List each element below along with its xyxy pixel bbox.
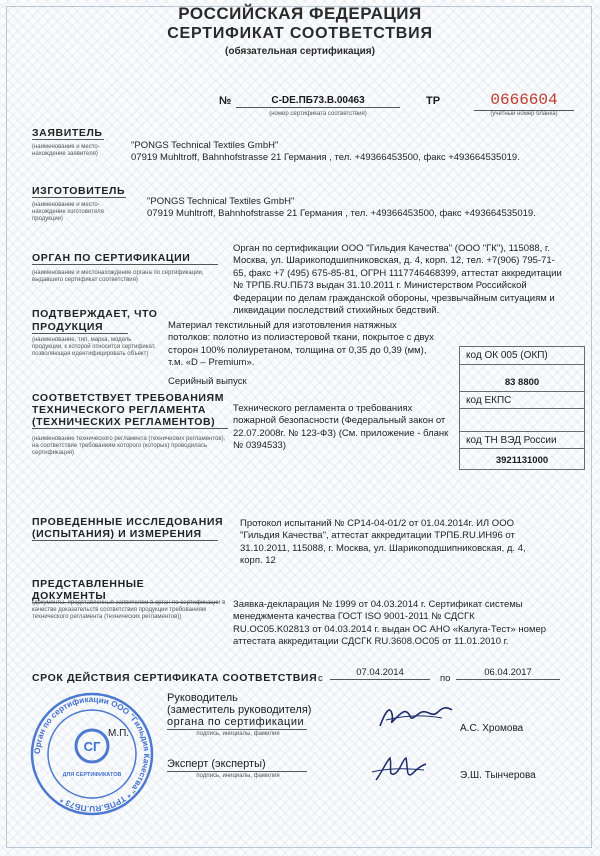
head-title-line1: Руководитель [167, 692, 238, 704]
conformity-label-line3: (ТЕХНИЧЕСКИХ РЕГЛАМЕНТОВ) [32, 416, 228, 429]
validity-from-date: 07.04.2014 [330, 667, 430, 680]
expert-title-underline [167, 771, 307, 772]
country-title: РОССИЙСКАЯ ФЕДЕРАЦИЯ [178, 4, 422, 23]
cert-body-line: Орган по сертификации ООО "Гильдия Качества" (ООО "ГК"), 115088, г. [233, 243, 550, 254]
conformity-label-line1: СООТВЕТСТВУЕТ ТРЕБОВАНИЯМ [32, 392, 225, 404]
expert-signature [370, 752, 430, 786]
documents-line: аттестата аккредитации СДСГК RU.3608.OC05 от 11.01.2010 г. [233, 636, 509, 648]
conformity-label-line2: ТЕХНИЧЕСКОГО РЕГЛАМЕНТА [32, 404, 207, 416]
head-title-line3: органа по сертификации [167, 716, 305, 728]
product-description [168, 320, 458, 370]
validity-label: СРОК ДЕЙСТВИЯ СЕРТИФИКАТА СООТВЕТСТВИЯ [32, 672, 318, 684]
cert-body-line: № ТРПБ.RU.ПБ73 выдан 31.10.2011 г. Министерством Российской [233, 280, 527, 292]
okp-code-label: код ОК 005 (ОКП) [460, 347, 584, 365]
tnved-code-value: 3921131000 [495, 455, 549, 466]
validity-to-prefix: по [440, 673, 451, 684]
head-sign-caption: подпись, инициалы, фамилия [196, 731, 280, 737]
tests-line: 31.10.2011, 115088, г. Москва, ул. Шарикоподшипниковская, д. 4, [240, 542, 526, 554]
blank-number-caption: (учетный номер бланка) [490, 111, 558, 117]
tnved-code-label: код ТН ВЭД России [460, 431, 584, 449]
applicant-name: "PONGS Technical Textiles GmbH" [131, 140, 279, 151]
certificate-number-caption: (номер сертификата соответствия) [269, 111, 367, 117]
product-line: Материал текстильный для изготовления натяжных [168, 320, 397, 331]
cert-body-line: 65, факс +7 (495) 675-85-81, ОГРН 1117746468399, аттестат аккредитации [233, 267, 562, 279]
manufacturer-address: 07919 Muhltroff, Bahnhofstrasse 21 Германия , тел. +49366453500, факс +493664535019. [147, 208, 536, 219]
applicant-caption: (наименование и место-нахождение заявителя) [32, 144, 100, 157]
conformity-caption: (наименование технического регламента (технических регламентов), на соответствие требованиям которого (которых) проводилась сертификация) [32, 436, 226, 456]
cert-body-caption: (наименование и местонахождение органа по сертификации, выдавшего сертификат соответствия) [32, 270, 204, 283]
product-label-line2: ПРОДУКЦИЯ [32, 321, 128, 334]
conformity-line: пожарной безопасности (Федеральный закон от [233, 415, 446, 427]
serial-production: Серийный выпуск [168, 376, 247, 387]
product-label-line1: ПОДТВЕРЖДАЕТ, ЧТО [32, 308, 158, 320]
okp-code-value: 83 8800 [504, 377, 540, 388]
head-title-underline [167, 729, 307, 730]
documents-label: ПРЕДСТАВЛЕННЫЕ ДОКУМЕНТЫ [32, 578, 218, 603]
documents-line: менеджмента качества ГОСТ ISO 9001-2011 № СДСГК [233, 611, 475, 623]
conformity-line: № 0394533) [233, 440, 286, 452]
tp-label: ТР [426, 95, 441, 107]
applicant-label: ЗАЯВИТЕЛЬ [32, 127, 103, 139]
head-name: А.С. Хромова [460, 723, 524, 734]
conformity-line: 22.07.2008г. № 123-ФЗ) (См. приложение - бланк [233, 427, 449, 439]
expert-sign-caption: подпись, инициалы, фамилия [196, 773, 280, 779]
certificate-subtitle: (обязательная сертификация) [225, 46, 375, 57]
expert-title: Эксперт (эксперты) [167, 758, 266, 770]
blank-number: 0666604 [474, 91, 574, 111]
codes-table [459, 346, 585, 470]
product-line: т.м. «D – Premium». [168, 357, 255, 369]
cert-body-line: Москва, ул. Шарикоподшипниковская, д. 4, корп. 12, тел. +7(906) 795-71- [233, 255, 555, 267]
expert-name: Э.Ш. Тынчерова [460, 770, 536, 781]
stamp-outer-text: Орган по сертификации ООО "Гильдия Качества" * ТРПБ.RU.ПБ73 * [32, 694, 152, 814]
cert-body-label: ОРГАН ПО СЕРТИФИКАЦИИ [32, 252, 218, 265]
certificate-number: C-DE.ПБ73.В.00463 [236, 95, 400, 108]
cert-body-text [233, 243, 583, 317]
number-sign: № [219, 95, 232, 107]
validity-to-date: 06.04.2017 [456, 667, 560, 680]
applicant-address: 07919 Muhltroff, Bahnhofstrasse 21 Германия , тел. +49366453500, факс +493664535019. [131, 152, 520, 163]
product-caption: (наименование, тип, марка, модель продукции, к которой относится сертификат, позволяющая идентифицировать объект) [32, 337, 156, 357]
manufacturer-name: "PONGS Technical Textiles GmbH" [147, 196, 295, 207]
cert-body-line: Федерации по делам гражданской обороны, чрезвычайным ситуациям и [233, 292, 555, 304]
documents-caption: (документы, представленные заявителем в орган по сертификации в качестве доказательств соответствия продукции требованиям технического регламента (технических регламентов)) [32, 600, 226, 620]
ekps-code-label: код ЕКПС [460, 391, 584, 409]
head-signature [376, 700, 456, 732]
tests-line: корп. 12 [240, 555, 276, 567]
conformity-line: Технического регламента о требованиях [233, 403, 413, 414]
head-title-line2: (заместитель руководителя) [167, 704, 312, 716]
cert-body-line: ликвидации последствий стихийных бедствий. [233, 305, 440, 317]
stamp-logo: СГ [83, 739, 101, 754]
seal-stamp [28, 690, 156, 818]
tests-line: "Гильдия Качества", аттестат аккредитации ТРПБ.RU.ИН96 от [240, 530, 515, 542]
tests-text [240, 518, 585, 568]
validity-from-prefix: с [318, 673, 323, 684]
documents-line: Заявка-декларация № 1999 от 04.03.2014 г. Сертификат системы [233, 599, 523, 610]
product-line: потолков: полотно из полиэстеровой ткани, покрытое с двух [168, 332, 434, 344]
documents-text [233, 599, 585, 649]
seal-place-mark: М.П. [108, 728, 130, 739]
manufacturer-label: ИЗГОТОВИТЕЛЬ [32, 185, 126, 197]
conformity-text [233, 403, 459, 453]
product-line: сторон 100% полиуретаном, толщина от 0,35 до 0,39 (мм), [168, 344, 427, 356]
tests-label-line1: ПРОВЕДЕННЫЕ ИССЛЕДОВАНИЯ [32, 516, 224, 528]
documents-line: RU.OC05.K02813 от 04.03.2014 г. выдан ОС АНО «Калуга-Тест» номер [233, 623, 547, 635]
manufacturer-caption: (наименование и место-нахождение изготовителя продукции) [32, 202, 104, 222]
tests-label-line2: (ИСПЫТАНИЯ) И ИЗМЕРЕНИЯ [32, 528, 218, 541]
stamp-inner-text: ДЛЯ СЕРТИФИКАТОВ [62, 772, 122, 778]
tests-line: Протокол испытаний № СР14-04-01/2 от 01.04.2014г. ИЛ ООО [240, 518, 514, 529]
certificate-title: СЕРТИФИКАТ СООТВЕТСТВИЯ [167, 25, 433, 42]
